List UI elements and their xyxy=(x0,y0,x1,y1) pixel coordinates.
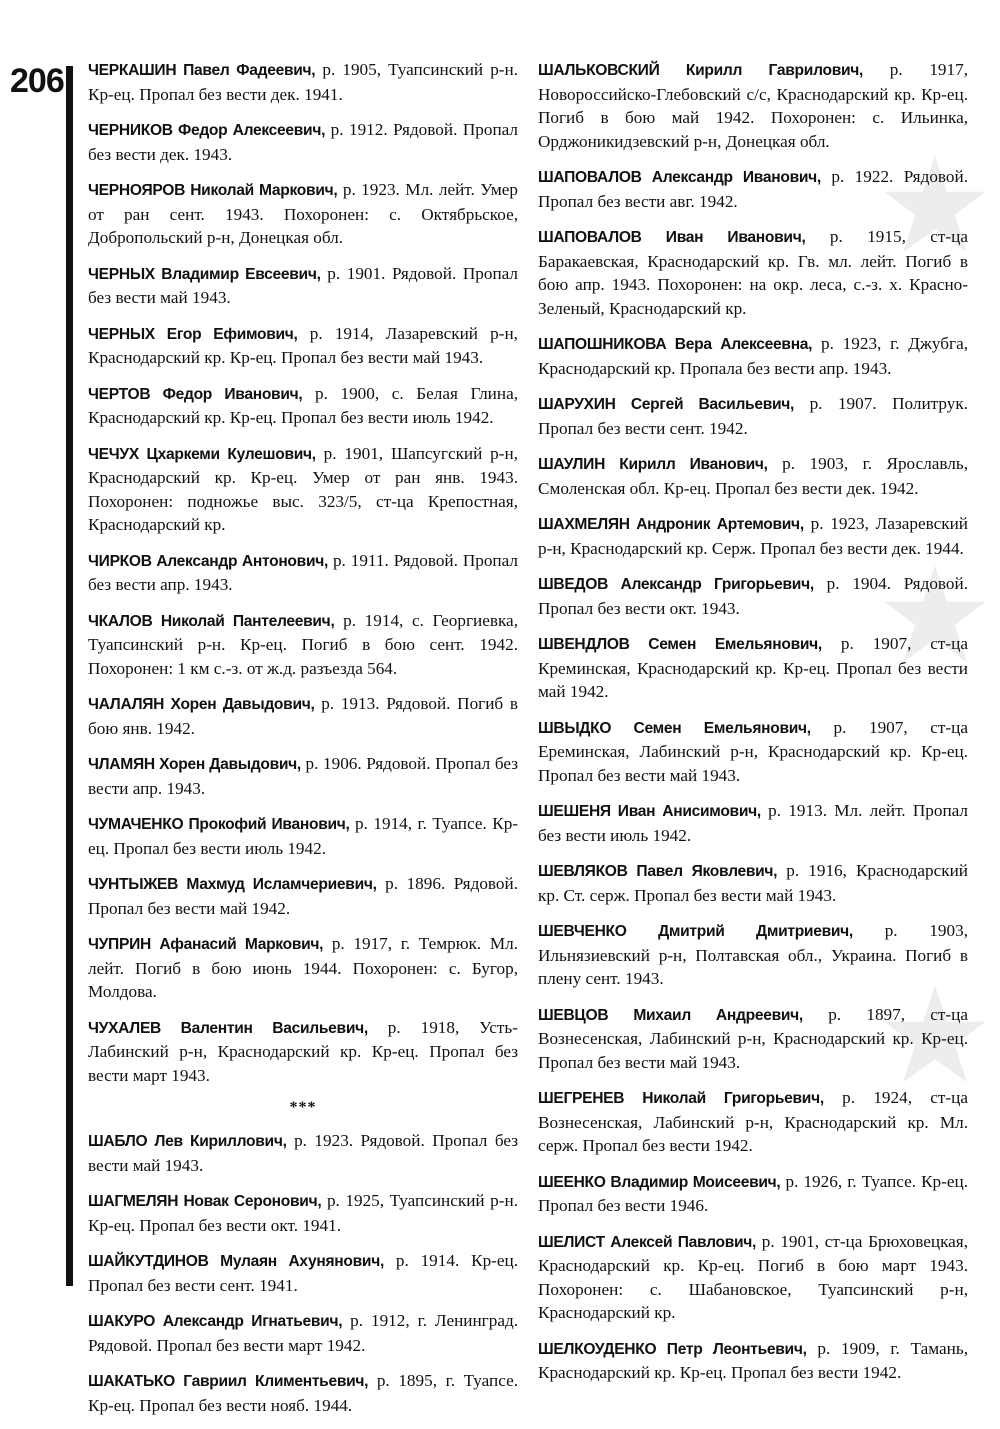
entry-details: р. 1917, г. Темрюк. Мл. лейт. Погиб в бою июнь 1944. Похоронен: с. Бугор, Молдова. xyxy=(88,934,518,1001)
entry-details: р. 1907. Политрук. Пропал без вести сент. 1942. xyxy=(538,394,968,438)
entry xyxy=(538,859,968,907)
entry-name: ШАЙКУТДИНОВ Мулаян Ахунянович, xyxy=(88,1253,384,1270)
entry-details: р. 1900, с. Белая Глина, Краснодарский кр. Кр-ец. Пропал без вести июль 1942. xyxy=(88,383,518,427)
entry-name: ЧЕРНЫХ Егор Ефимович, xyxy=(88,325,298,343)
entry xyxy=(88,1129,518,1177)
entry-name: ЧИРКОВ Александр Антонович, xyxy=(88,552,329,570)
entry-details: р. 1918, Усть-Лабинский р-н, Краснодарский кр. Кр-ец. Пропал без вести март 1943. xyxy=(88,1017,518,1085)
entry-name: ШЕШЕНЯ Иван Анисимович, xyxy=(538,803,761,820)
entry-name: ШАБЛО Лев Кириллович, xyxy=(88,1133,287,1150)
entry xyxy=(88,872,518,920)
entry-name: ЧУХАЛЕВ Валентин Васильевич, xyxy=(88,1019,368,1037)
entry-name: ШВЕДОВ Александр Григорьевич, xyxy=(538,576,814,593)
entry xyxy=(538,165,968,213)
right-column xyxy=(538,58,968,1397)
entry-details: р. 1909, г. Тамань, Краснодарский кр. Кр-ец. Пропал без вести 1942. xyxy=(538,1338,969,1382)
margin-rule xyxy=(66,66,73,1286)
entry-name: ЧЕЧУХ Цхаркеми Кулешович, xyxy=(88,445,316,463)
entry-name: ЧЕРНОЯРОВ Николай Маркович, xyxy=(88,182,338,199)
entry-details: р. 1907, ст-ца Ереминская, Лабинский р-н, Краснодарский кр. Кр-ец. Пропал без вести май 1943. xyxy=(538,717,968,785)
entry xyxy=(88,1189,518,1237)
entry-details: р. 1912, г. Ленинград. Рядовой. Пропал без вести март 1942. xyxy=(88,1311,518,1355)
entry-details: р. 1923. Мл. лейт. Умер от ран сент. 1943. Похоронен: с. Октябрьское, Добропольский р-н, Донецкая обл. xyxy=(88,180,518,247)
entry xyxy=(538,919,968,991)
left-entry-list xyxy=(88,58,518,1087)
entry-name: ШАПОВАЛОВ Иван Иванович, xyxy=(538,229,806,246)
entry-details: р. 1911. Рядовой. Пропал без вести апр. 1943. xyxy=(88,550,518,594)
entry xyxy=(88,58,518,106)
entry xyxy=(88,609,518,681)
entry-name: ЧЕРКАШИН Павел Фадеевич, xyxy=(88,62,316,79)
entry-details: р. 1916, Краснодарский кр. Ст. серж. Пропал без вести май 1943. xyxy=(538,861,968,905)
entry xyxy=(538,1003,968,1075)
entry-details: р. 1903, г. Ярославль, Смоленская обл. Кр-ец. Пропал без вести дек. 1942. xyxy=(538,454,968,498)
section-separator: *** xyxy=(289,1099,317,1116)
entry-details: р. 1914, Лазаревский р-н, Краснодарский кр. Кр-ец. Пропал без вести май 1943. xyxy=(88,323,518,367)
entry-name: ШАПОВАЛОВ Александр Иванович, xyxy=(538,169,821,186)
left-entry-list-after xyxy=(88,1129,518,1417)
entry-details: р. 1912. Рядовой. Пропал без вести дек. 1943. xyxy=(88,120,519,164)
entry-name: ШАКУРО Александр Игнатьевич, xyxy=(88,1313,343,1330)
entry xyxy=(538,1337,968,1385)
entry-details: р. 1926, г. Туапсе. Кр-ец. Пропал без вести 1946. xyxy=(538,1171,968,1215)
entry-details: р. 1917, Новороссийско-Глебовский с/с, Краснодарский кр. Кр-ец. Погиб в бою май 1942. Похоронен: с. Ильинка, Орджоникидзевский р-н, Донецкая обл. xyxy=(538,60,969,151)
entry-details: р. 1903, Ильнязиевский р-н, Полтавская обл., Украина. Погиб в плену сент. 1943. xyxy=(538,921,969,988)
entry-name: ШЕВЛЯКОВ Павел Яковлевич, xyxy=(538,863,778,880)
entry-name: ШАРУХИН Сергей Васильевич, xyxy=(538,396,795,413)
right-entry-list xyxy=(538,58,968,1385)
entry xyxy=(88,812,518,860)
entry-name: ШАПОШНИКОВА Вера Алексеевна, xyxy=(538,336,813,353)
entry-name: ШАГМЕЛЯН Новак Серонович, xyxy=(88,1193,322,1210)
entry xyxy=(88,752,518,800)
entry-name: ШЕЕНКО Владимир Моисеевич, xyxy=(538,1173,781,1191)
entry xyxy=(538,572,968,620)
entry xyxy=(88,118,518,166)
entry xyxy=(538,392,968,440)
entry xyxy=(538,1230,968,1325)
entry xyxy=(88,382,518,430)
entry xyxy=(538,332,968,380)
entry-name: ШВЕНДЛОВ Семен Емельянович, xyxy=(538,636,822,653)
entry-details: р. 1923, Лазаревский р-н, Краснодарский кр. Серж. Пропал без вести дек. 1944. xyxy=(538,514,968,558)
entry-details: р. 1922. Рядовой. Пропал без вести авг. 1942. xyxy=(538,167,969,211)
entry-name: ШАЛЬКОВСКИЙ Кирилл Гаврилович, xyxy=(538,62,864,79)
entry-name: ШАКАТЬКО Гавриил Климентьевич, xyxy=(88,1373,369,1390)
entry xyxy=(88,549,518,597)
entry-details: р. 1924, ст-ца Вознесенская, Лабинский р-н, Краснодарский кр. Мл. серж. Пропал без вести 1942. xyxy=(538,1088,968,1155)
entry-name: ЧУПРИН Афанасий Маркович, xyxy=(88,936,324,953)
entry-name: ШЕВЧЕНКО Дмитрий Дмитриевич, xyxy=(538,923,853,940)
entry-details: р. 1914, с. Георгиевка, Туапсинский р-н. Кр-ец. Погиб в бою сент. 1942. Похоронен: 1 км с.-з. от ж.д. разъезда 564. xyxy=(88,610,518,678)
entry xyxy=(538,716,968,788)
entry xyxy=(88,178,518,250)
entry xyxy=(88,262,518,310)
entry-name: ШАУЛИН Кирилл Иванович, xyxy=(538,456,768,473)
entry-name: ШЕВЦОВ Михаил Андреевич, xyxy=(538,1006,803,1024)
entry-details: р. 1897, ст-ца Вознесенская, Лабинский р-н, Краснодарский кр. Кр-ец. Пропал без вести май 1943. xyxy=(538,1004,968,1072)
entry-name: ЧУМАЧЕНКО Прокофий Иванович, xyxy=(88,816,350,833)
entry-name: ШЕЛКОУДЕНКО Петр Леонтьевич, xyxy=(538,1340,807,1358)
entry xyxy=(88,1369,518,1417)
left-column xyxy=(88,58,518,1429)
entry-details: р. 1907, ст-ца Креминская, Краснодарский кр. Кр-ец. Пропал без вести май 1942. xyxy=(538,634,968,701)
entry xyxy=(88,692,518,740)
page-number: 206 xyxy=(10,62,64,100)
entry-details: р. 1905, Туапсинский р-н. Кр-ец. Пропал без вести дек. 1941. xyxy=(88,60,519,104)
entry-details: р. 1901, ст-ца Брюховецкая, Краснодарский кр. Кр-ец. Погиб в бою март 1943. Похоронен: с. Шабановское, Туапсинский р-н, Краснодарский кр. xyxy=(538,1231,968,1322)
entry-details: р. 1913. Рядовой. Погиб в бою янв. 1942. xyxy=(88,694,518,738)
entry xyxy=(538,799,968,847)
entry xyxy=(538,512,968,560)
entry xyxy=(538,452,968,500)
entry xyxy=(88,442,518,537)
entry-name: ЧЕРНЫХ Владимир Евсеевич, xyxy=(88,265,321,283)
entry-details: р. 1901, Шапсугский р-н, Краснодарский кр. Кр-ец. Умер от ран янв. 1943. Похоронен: подножье выс. 323/5, ст-ца Крепостная, Краснодарский кр. xyxy=(88,443,518,534)
entry xyxy=(538,1086,968,1158)
entry-name: ЧЕРТОВ Федор Иванович, xyxy=(88,385,303,403)
entry xyxy=(88,1249,518,1297)
entry-details: р. 1915, ст-ца Баракаевская, Краснодарский кр. Гв. мл. лейт. Погиб в бою апр. 1943. Похоронен: на окр. леса, с.-з. х. Красно-Зеленый, Краснодарский кр. xyxy=(538,227,968,318)
entry-name: ЧЕРНИКОВ Федор Алексеевич, xyxy=(88,122,326,139)
entry-name: ШВЫДКО Семен Емельянович, xyxy=(538,719,811,737)
entry-name: ЧУНТЫЖЕВ Махмуд Исламчериевич, xyxy=(88,876,377,893)
entry-name: ШЕЛИСТ Алексей Павлович, xyxy=(538,1233,757,1251)
entry-details: р. 1923, г. Джубга, Краснодарский кр. Пропала без вести апр. 1943. xyxy=(538,334,968,378)
entry-details: р. 1906. Рядовой. Пропал без вести апр. 1943. xyxy=(88,754,518,798)
entry xyxy=(88,1016,518,1088)
entry-details: р. 1896. Рядовой. Пропал без вести май 1942. xyxy=(88,874,519,918)
entry-name: ШАХМЕЛЯН Андроник Артемович, xyxy=(538,516,804,533)
entry-details: р. 1904. Рядовой. Пропал без вести окт. 1943. xyxy=(538,574,969,618)
entry xyxy=(88,322,518,370)
entry xyxy=(88,932,518,1004)
entry xyxy=(538,1170,968,1218)
entry-name: ШЕГРЕНЕВ Николай Григорьевич, xyxy=(538,1090,824,1107)
entry xyxy=(538,632,968,704)
entry-name: ЧЛАМЯН Хорен Давыдович, xyxy=(88,756,301,773)
entry-details: р. 1925, Туапсинский р-н. Кр-ец. Пропал без вести окт. 1941. xyxy=(88,1191,518,1235)
entry-details: р. 1895, г. Туапсе. Кр-ец. Пропал без вести нояб. 1944. xyxy=(88,1371,518,1415)
entry-details: р. 1901. Рядовой. Пропал без вести май 1943. xyxy=(88,263,519,307)
entry xyxy=(538,58,968,153)
entry-name: ЧАЛАЛЯН Хорен Давыдович, xyxy=(88,696,315,713)
entry-details: р. 1914. Кр-ец. Пропал без вести сент. 1941. xyxy=(88,1251,519,1295)
entry-details: р. 1913. Мл. лейт. Пропал без вести июль 1942. xyxy=(538,801,968,845)
entry-name: ЧКАЛОВ Николай Пантелеевич, xyxy=(88,612,335,630)
entry-details: р. 1923. Рядовой. Пропал без вести май 1943. xyxy=(88,1131,518,1175)
entry-details: р. 1914, г. Туапсе. Кр-ец. Пропал без вести июль 1942. xyxy=(88,814,519,858)
entry xyxy=(88,1309,518,1357)
entry xyxy=(538,225,968,320)
